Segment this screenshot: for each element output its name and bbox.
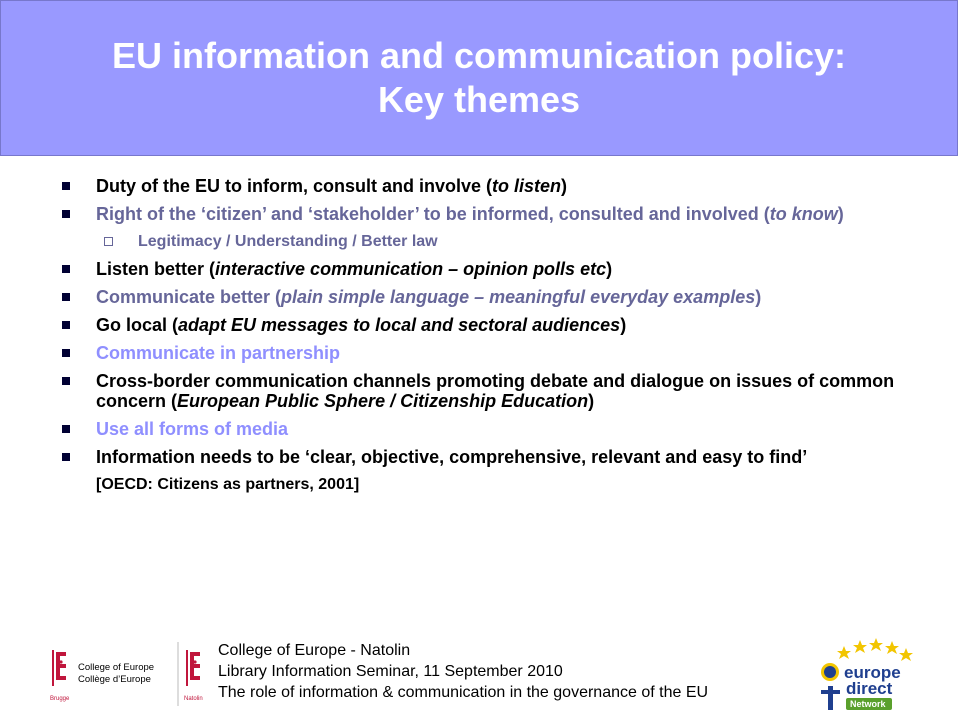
slide-title-bar [0,0,958,156]
bullet-item-listen-better: Listen better (interactive communication – opinion polls etc) [60,259,920,279]
footer-line-2: Library Information Seminar, 11 September 2010 [218,663,563,680]
oecd-reference: [OECD: Citizens as partners, 2001] [96,476,360,493]
bullet-item-partnership: Communicate in partnership [60,343,920,363]
footer-info [218,640,708,703]
bullet-list [60,176,920,495]
ed-word-europe: europe [844,663,901,682]
bullet-item-media: Use all forms of media [60,419,920,439]
bullet-item-right: Right of the ‘citizen’ and ‘stakeholder’ to be informed, consulted and involved (to know) [60,204,920,224]
brugge-label: Brugge [50,696,70,702]
square-bullet-icon [62,425,70,433]
slide-title-line-1: EU information and communication policy: [111,35,847,76]
natolin-emblem-icon [186,650,200,686]
natolin-label: Natolin [184,696,203,702]
square-bullet-icon [62,265,70,273]
square-bullet-icon [62,182,70,190]
footer-line-1: College of Europe - Natolin [218,642,411,659]
bullet-item-duty: Duty of the EU to inform, consult and involve (to listen) [60,176,920,196]
bullet-item-cross-border: Cross-border communication channels promoting debate and dialogue on issues of common concern (European Public Sphere / Citizenship Education) [60,371,920,411]
hollow-square-bullet-icon [104,237,113,246]
sub-bullet-item-legitimacy: Legitimacy / Understanding / Better law [60,232,920,252]
square-bullet-icon [62,349,70,357]
square-bullet-icon [62,453,70,461]
bullet-item-communicate-better: Communicate better (plain simple language – meaningful everyday examples) [60,287,920,307]
slide-title-line-2: Key themes [377,79,581,120]
coe-emblem-icon [52,650,66,686]
square-bullet-icon [62,377,70,385]
bullet-item-information-needs: Information needs to be ‘clear, objective, comprehensive, relevant and easy to find’ [60,447,920,467]
ed-word-network: Network [850,699,886,709]
square-bullet-icon [62,210,70,218]
star-arc-icon [837,638,913,661]
ed-word-direct: direct [846,679,893,698]
globe-icon [821,663,839,681]
square-bullet-icon [62,321,70,329]
figure-icon [821,686,840,710]
footer-line-3: The role of information & communication in the governance of the EU [218,684,709,701]
bullet-item-go-local: Go local (adapt EU messages to local and sectoral audiences) [60,315,920,335]
natolin-logo [176,642,216,706]
europe-direct-network-logo [812,636,932,718]
coe-name-en: College of Europe [78,662,155,673]
square-bullet-icon [62,293,70,301]
coe-name-fr: Collège d’Europe [78,674,151,685]
